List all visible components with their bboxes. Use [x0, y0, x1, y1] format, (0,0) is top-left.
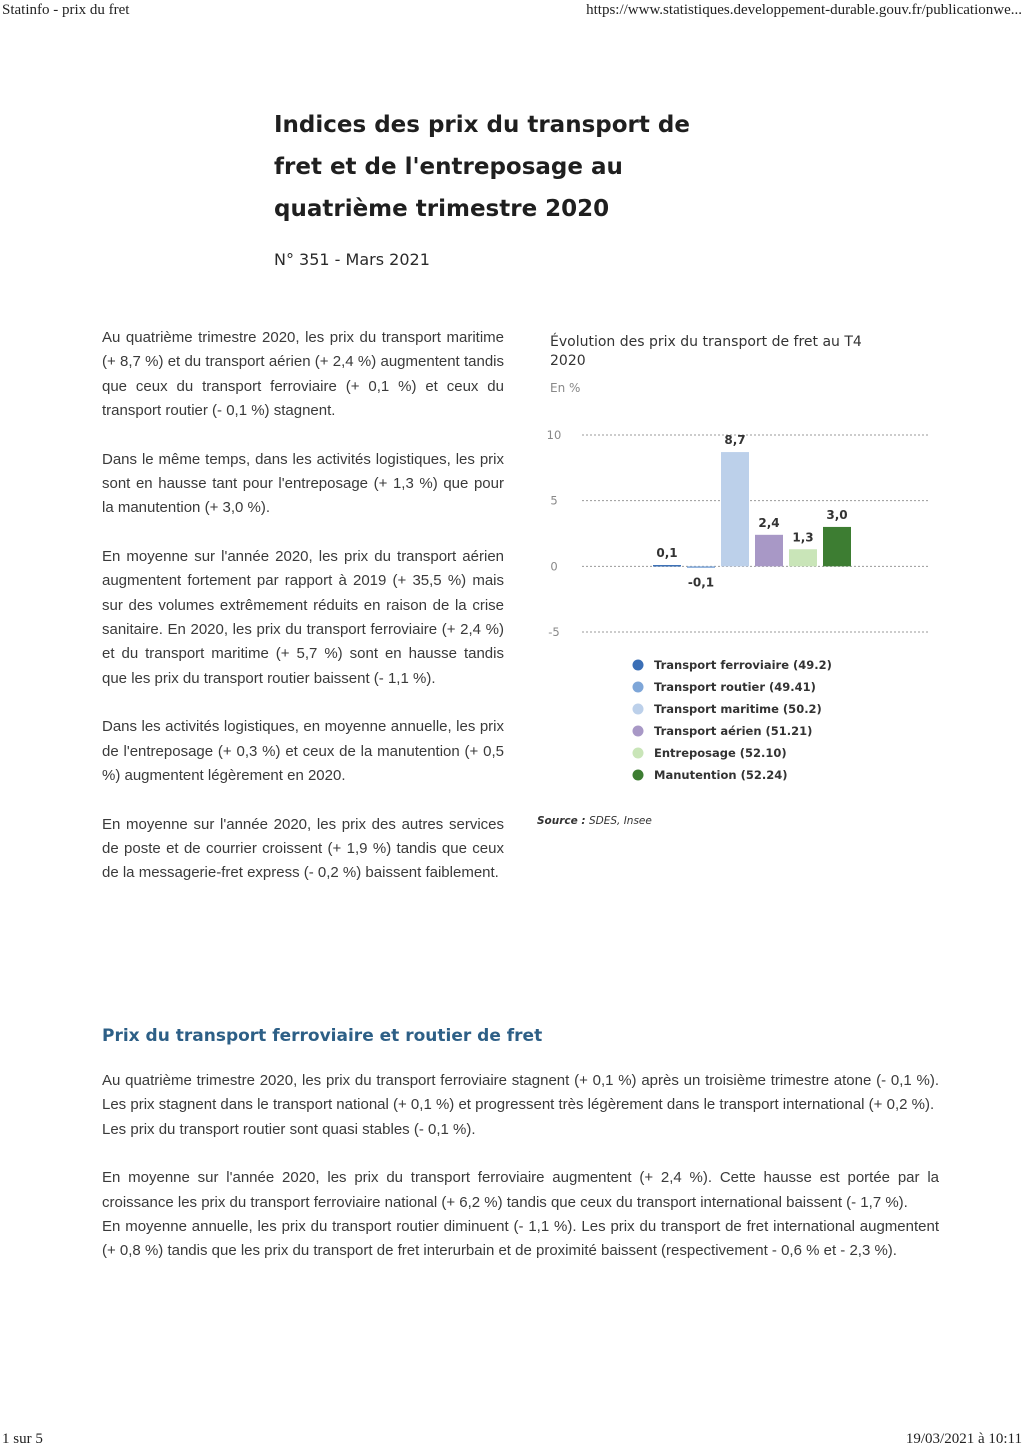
section-text [102, 1069, 939, 1264]
legend-swatch [633, 704, 644, 715]
legend-item-label: Entreposage (52.10) [654, 746, 787, 760]
page-counter: 1 sur 5 [2, 1431, 43, 1447]
chart-source-text: SDES, Insee [588, 815, 652, 827]
legend-swatch [633, 682, 644, 693]
chart-y-tick-label: 10 [546, 428, 562, 442]
section-paragraph: En moyenne sur l'année 2020, les prix du transport ferroviaire augmentent (+ 2,4 %). Cette hausse est portée par la croissance les prix du transport ferroviaire national (+ 6,2 %) tandis que ceux du transport international baissent (- 1,7 %). [102, 1169, 939, 1211]
legend-item-label: Transport aérien (51.21) [654, 724, 813, 738]
intro-paragraph: Dans le même temps, dans les activités logistiques, les prix sont en hausse tant pour l'entreposage (+ 1,3 %) que pour la manutention (+ 3,0 %). [102, 450, 504, 517]
chart-bar [823, 527, 851, 566]
chart-source [537, 815, 652, 827]
chart-canvas [532, 330, 932, 810]
chart-y-tick-label: -5 [548, 625, 560, 639]
print-timestamp: 19/03/2021 à 10:11 [905, 1431, 1022, 1447]
section-paragraph: En moyenne annuelle, les prix du transport routier diminuent (- 1,1 %). Les prix du transport de fret international augmentent (+ 0,8 %) tandis que les prix du transport de fret interurbain et de proximité baissent (respectivement - 0,6 % et - 2,3 %). [102, 1218, 939, 1260]
legend-item-label: Transport ferroviaire (49.2) [654, 658, 832, 672]
chart-data-label: 2,4 [758, 515, 780, 530]
legend-item-label: Manutention (52.24) [654, 768, 788, 782]
legend-swatch [633, 770, 644, 781]
intro-text [102, 326, 504, 910]
section-paragraph: Les prix du transport routier sont quasi stables (- 0,1 %). [102, 1120, 476, 1138]
chart-data-label: 0,1 [656, 546, 678, 561]
legend-swatch [633, 726, 644, 737]
chart-data-label: -0,1 [687, 575, 715, 590]
chart-data-label: 3,0 [826, 507, 848, 522]
chart-unit: En % [550, 381, 581, 395]
chart-y-tick-label: 5 [550, 493, 558, 508]
legend-swatch [633, 748, 644, 759]
intro-paragraph: En moyenne sur l'année 2020, les prix du transport aérien augmentent fortement par rapport à 2019 (+ 35,5 %) mais sur des volumes extrêmement réduits en raison de la crise sanitaire. En 2020, les prix du transport ferroviaire (+ 2,4 %) et du transport maritime (+ 5,7 %) sont en hausse tandis que les prix du transport routier baissent (- 1,1 %). [102, 547, 504, 687]
chart-data-label: 8,7 [724, 433, 746, 448]
chart-y-tick-label: 0 [550, 559, 558, 574]
chart-bar [721, 452, 749, 566]
browser-header-url[interactable]: https://www.statistiques.developpement-durable.gouv.fr/publicationwe... [586, 2, 1022, 18]
chart-bar [653, 565, 681, 567]
issue-number: N° 351 - Mars 2021 [274, 250, 430, 269]
chart-data-label: 1,3 [792, 530, 814, 545]
page-title: Indices des prix du transport de fret et de l'entreposage au quatrième trimestre 2020 [274, 112, 690, 222]
section-title: Prix du transport ferroviaire et routier de fret [102, 1026, 543, 1046]
intro-paragraph: En moyenne sur l'année 2020, les prix des autres services de poste et de courrier croissent (+ 1,9 %) tandis que ceux de la messagerie-fret express (- 0,2 %) baissent faiblement. [102, 815, 504, 882]
intro-paragraph: Au quatrième trimestre 2020, les prix du transport maritime (+ 8,7 %) et du transport aérien (+ 2,4 %) augmentent tandis que ceux du transport ferroviaire (+ 0,1 %) et ceux du transport routier (- 0,1 %) stagnent. [102, 329, 504, 420]
legend-item-label: Transport maritime (50.2) [654, 702, 822, 716]
chart-bar [687, 566, 715, 568]
price-chart [532, 330, 932, 840]
chart-bar [755, 535, 783, 567]
intro-paragraph: Dans les activités logistiques, en moyenne annuelle, les prix de l'entreposage (+ 0,3 %) et ceux de la manutention (+ 0,5 %) augmentent légèrement en 2020. [102, 718, 504, 785]
chart-bar [789, 549, 817, 566]
chart-title: Évolution des prix du transport de fret au T4 2020 [550, 334, 862, 369]
legend-item-label: Transport routier (49.41) [654, 680, 816, 694]
browser-header-title: Statinfo - prix du fret [2, 2, 130, 18]
legend-swatch [633, 660, 644, 671]
section-paragraph: Au quatrième trimestre 2020, les prix du transport ferroviaire stagnent (+ 0,1 %) après un troisième trimestre atone (- 0,1 %). Les prix stagnent dans le transport national (+ 0,1 %) et progressent très légèrement dans le transport international (+ 0,2 %). [102, 1072, 939, 1114]
chart-source-label: Source : [537, 815, 586, 827]
